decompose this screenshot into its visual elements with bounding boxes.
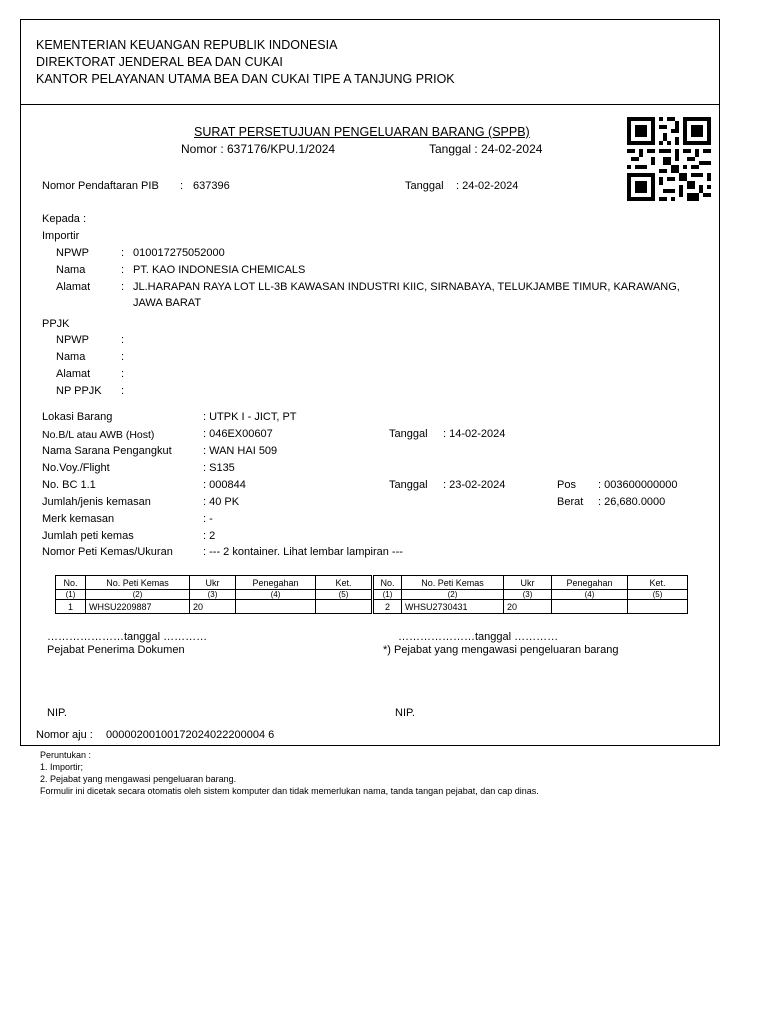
right-nip: NIP. <box>395 707 415 719</box>
container-table-right <box>373 575 688 614</box>
ppjk-npwp-colon: : <box>121 334 125 346</box>
table-header-cell: No. <box>374 576 402 590</box>
right-signature-title: *) Pejabat yang mengawasi pengeluaran barang <box>383 644 619 656</box>
table-number-cell: (3) <box>504 590 552 600</box>
table-cell <box>236 600 316 614</box>
nomor-aju-label: Nomor aju : <box>36 729 93 741</box>
left-signature-title: Pejabat Penerima Dokumen <box>47 644 185 656</box>
bc-value: : 000844 <box>203 479 246 491</box>
sarana-label: Nama Sarana Pengangkut <box>42 445 172 457</box>
peti-count-value: : 2 <box>203 530 216 542</box>
document-title: SURAT PERSETUJUAN PENGELUARAN BARANG (SPPB) <box>194 125 530 139</box>
table-header-cell: Ket. <box>628 576 688 590</box>
left-signature-date: …………………tanggal ………… <box>47 631 208 643</box>
table-header-row <box>56 576 372 590</box>
table-header-cell: No. <box>56 576 86 590</box>
table-number-cell: (5) <box>628 590 688 600</box>
table-header-cell: Penegahan <box>552 576 628 590</box>
ppjk-npwp-label: NPWP <box>56 334 89 346</box>
table-header-cell: No. Peti Kemas <box>86 576 190 590</box>
importir-npwp-label: NPWP <box>56 247 89 259</box>
bl-date: : 14-02-2024 <box>443 428 506 440</box>
table-number-cell: (4) <box>552 590 628 600</box>
importir-alamat-colon: : <box>121 281 125 293</box>
ppjk-label: PPJK <box>42 318 70 330</box>
bc-date-label: Tanggal <box>389 479 428 491</box>
kepada-label: Kepada : <box>42 213 87 225</box>
pib-colon: : <box>180 180 184 192</box>
importir-label: Importir <box>42 230 80 242</box>
importir-npwp: 010017275052000 <box>133 247 225 259</box>
table-cell <box>552 600 628 614</box>
table-row <box>56 600 372 614</box>
table-number-cell: (1) <box>56 590 86 600</box>
pos-value: : 003600000000 <box>598 479 678 491</box>
table-number-cell: (4) <box>236 590 316 600</box>
table-header-cell: Ukr <box>190 576 236 590</box>
pib-number: 637396 <box>193 180 230 192</box>
sarana-value: : WAN HAI 509 <box>203 445 278 457</box>
ukuran-label: Nomor Peti Kemas/Ukuran <box>42 546 173 558</box>
ukuran-value: : --- 2 kontainer. Lihat lembar lampiran --- <box>203 546 403 558</box>
agency-line-3: KANTOR PELAYANAN UTAMA BEA DAN CUKAI TIPE A TANJUNG PRIOK <box>36 72 455 86</box>
footer-item-1: 1. Importir; <box>40 762 84 772</box>
ppjk-nama-colon: : <box>121 351 125 363</box>
importir-nama-label: Nama <box>56 264 86 276</box>
document-date: Tanggal : 24-02-2024 <box>429 142 543 156</box>
importir-npwp-colon: : <box>121 247 125 259</box>
ppjk-nama-label: Nama <box>56 351 86 363</box>
merk-value: : - <box>203 513 213 525</box>
table-header-cell: No. Peti Kemas <box>402 576 504 590</box>
pib-date: : 24-02-2024 <box>456 180 519 192</box>
importir-alamat-line-1: JL.HARAPAN RAYA LOT LL-3B KAWASAN INDUSTRI KIIC, SIRNABAYA, TELUKJAMBE TIMUR, KARAWANG, <box>133 281 680 293</box>
table-cell <box>316 600 372 614</box>
table-cell <box>628 600 688 614</box>
importir-alamat-line-2: JAWA BARAT <box>133 297 202 309</box>
ppjk-np-label: NP PPJK <box>56 385 102 397</box>
kemasan-value: : 40 PK <box>203 496 240 508</box>
importir-nama-colon: : <box>121 264 125 276</box>
table-number-row <box>374 590 688 600</box>
footer-note: Formulir ini dicetak secara otomatis oleh sistem komputer dan tidak memerlukan nama, tanda tangan pejabat, dan cap dinas. <box>40 786 539 796</box>
peti-count-label: Jumlah peti kemas <box>42 530 134 542</box>
table-cell: 20 <box>190 600 236 614</box>
table-row <box>374 600 688 614</box>
document-number: Nomor : 637176/KPU.1/2024 <box>181 142 336 156</box>
bl-value: : 046EX00607 <box>203 428 273 440</box>
importir-nama: PT. KAO INDONESIA CHEMICALS <box>133 264 306 276</box>
bc-label: No. BC 1.1 <box>42 479 96 491</box>
pib-label: Nomor Pendaftaran PIB <box>42 180 159 192</box>
table-number-cell: (1) <box>374 590 402 600</box>
table-header-row <box>374 576 688 590</box>
table-cell: 20 <box>504 600 552 614</box>
header-divider <box>20 104 720 105</box>
footer-item-2: 2. Pejabat yang mengawasi pengeluaran barang. <box>40 774 237 784</box>
ppjk-np-colon: : <box>121 385 125 397</box>
table-number-cell: (5) <box>316 590 372 600</box>
table-number-cell: (2) <box>402 590 504 600</box>
table-cell: WHSU2209887 <box>86 600 190 614</box>
table-cell: 1 <box>56 600 86 614</box>
kemasan-label: Jumlah/jenis kemasan <box>42 496 151 508</box>
merk-label: Merk kemasan <box>42 513 115 525</box>
voy-value: : S135 <box>203 462 235 474</box>
container-table-left <box>55 575 372 614</box>
bl-date-label: Tanggal <box>389 428 428 440</box>
ppjk-alamat-colon: : <box>121 368 125 380</box>
pos-label: Pos <box>557 479 576 491</box>
pib-date-label: Tanggal <box>405 180 444 192</box>
left-nip: NIP. <box>47 707 67 719</box>
nomor-aju-value: 00000200100172024022200004 6 <box>106 729 275 741</box>
lokasi-value: : UTPK I - JICT, PT <box>203 411 297 423</box>
table-cell: 2 <box>374 600 402 614</box>
agency-line-1: KEMENTERIAN KEUANGAN REPUBLIK INDONESIA <box>36 38 338 52</box>
table-number-cell: (2) <box>86 590 190 600</box>
lokasi-label: Lokasi Barang <box>42 411 113 423</box>
table-header-cell: Ukr <box>504 576 552 590</box>
footer-peruntukan: Peruntukan : <box>40 750 92 760</box>
agency-line-2: DIREKTORAT JENDERAL BEA DAN CUKAI <box>36 55 283 69</box>
table-number-cell: (3) <box>190 590 236 600</box>
bl-label: No.B/L atau AWB (Host) <box>42 429 155 441</box>
berat-value: : 26,680.0000 <box>598 496 666 508</box>
right-signature-date: …………………tanggal ………… <box>398 631 559 643</box>
table-number-row <box>56 590 372 600</box>
voy-label: No.Voy./Flight <box>42 462 110 474</box>
qr-code-icon <box>627 116 711 202</box>
table-header-cell: Penegahan <box>236 576 316 590</box>
berat-label: Berat <box>557 496 584 508</box>
ppjk-alamat-label: Alamat <box>56 368 91 380</box>
table-header-cell: Ket. <box>316 576 372 590</box>
table-cell: WHSU2730431 <box>402 600 504 614</box>
bc-date: : 23-02-2024 <box>443 479 506 491</box>
importir-alamat-label: Alamat <box>56 281 91 293</box>
